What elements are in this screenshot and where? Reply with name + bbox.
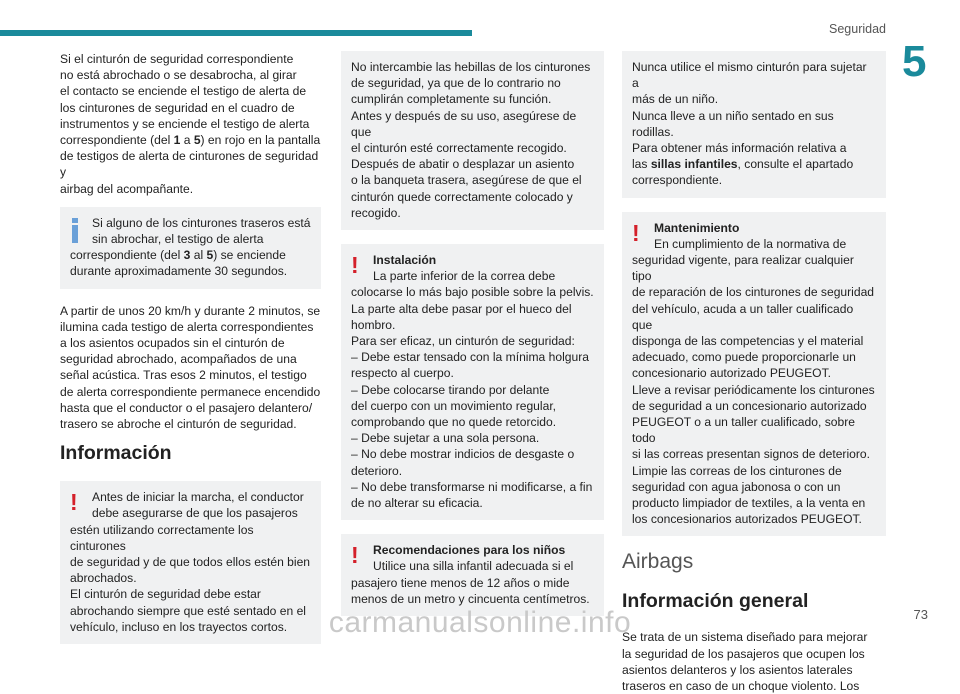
general-info-text: Se trata de un sistema diseñado para mejorar la seguridad de los pasajeros que ocupen los asientos delanteros y los asientos laterales traseros en caso de un choque violento. Los (622, 630, 868, 694)
warning-icon: ! (351, 542, 359, 569)
column-3 (622, 51, 886, 694)
seatbelt-warning-paragraph: Si el cinturón de seguridad correspondiente no está abrochado o se desabrocha, al girar el contacto se enciende el testigo de alerta de los cinturones de seguridad en el cuadro de instrumentos y se enciende el testigo de alerta correspondiente (del 1 a 5) en rojo en la pantalla de testigos de alerta de cinturones de seguridad y airbag del acompañante. (60, 52, 321, 196)
buckle-note-box (341, 51, 604, 230)
column-1 (60, 51, 321, 658)
child-belt-note-text: Nunca utilice el mismo cinturón para sujetar a más de un niño. Nunca lleve a un niño sentado en sus rodillas. Para obtener más información relativa a las sillas infantiles, consulte el apartado correspondiente. (632, 60, 867, 188)
warning-text-start: Antes de iniciar la marcha, el conductor debe asegurarse de que los pasajeros (92, 490, 304, 521)
header-accent-bar (0, 30, 472, 36)
warning-box-children (341, 534, 604, 616)
info-box-text-rest: correspondiente (del 3 al 5) se enciende durante aproximadamente 30 segundos. (70, 248, 288, 279)
chapter-number: 5 (902, 37, 927, 86)
installation-text-start: La parte inferior de la correa debe (373, 269, 556, 284)
warning-box-installation (341, 244, 604, 520)
watermark: carmanualsonline.info (328, 606, 632, 639)
child-seats-link-text: sillas infantiles (650, 157, 738, 172)
warning-box-maintenance (622, 212, 886, 537)
column-2 (341, 51, 604, 630)
info-box-text-start: Si alguno de los cinturones traseros está sin abrochar, el testigo de alerta (92, 215, 311, 247)
children-text-rest: pasajero tiene menos de 12 años o mide menos de un metro y cincuenta centímetros. (351, 575, 590, 606)
info-box-rear-belts (60, 207, 321, 289)
general-info-heading: Información general (622, 590, 809, 613)
section-title: Seguridad (829, 22, 886, 36)
maintenance-text-rest: seguridad vigente, para realizar cualquier tipo de reparación de los cinturones de seguridad del vehículo, acuda a un taller cualificado que disponga de las competencias y el material adecuado, como puede proporcionarle un concesionario autorizado PEUGEOT. Lleve a revisar periódicamente los cinturones de seguridad a un concesionario autorizado PEUGEOT o a un taller cualificado, sobre todo si las correas presentan signos de deterioro. Limpie las correas de los cinturones de seguridad con agua jabonosa o con un producto limpiador de textiles, a la venta en los concesionarios autorizados PEUGEOT. (632, 253, 875, 527)
airbags-heading: Airbags (622, 550, 694, 574)
child-belt-note-box (622, 51, 886, 198)
maintenance-heading: Mantenimiento (654, 220, 740, 235)
installation-text-rest: colocarse lo más bajo posible sobre la pelvis. La parte alta debe pasar por el hueco del hombro. Para ser eficaz, un cinturón de seguridad: – Debe estar tensado con la mínima holgura respecto al cuerpo. – Debe colocarse tirando por delante del cuerpo con un movimiento regular, comprobando que no quede retorcido. – Debe sujetar a una sola persona. – No debe mostrar indicios de desgaste o deterioro. – No debe transformarse ni modificarse, a fin de no alterar su eficacia. (351, 285, 594, 511)
buckle-note-text: No intercambie las hebillas de los cinturones de seguridad, ya que de lo contrario no cumplirán completamente su función. Antes y después de su uso, asegúrese de que el cinturón esté correctamente recogido. Después de abatir o desplazar un asiento o la banqueta trasera, asegúrese de que el cinturón quede correctamente colocado y recogido. (351, 60, 591, 220)
maintenance-text-start: En cumplimiento de la normativa de (654, 236, 847, 251)
children-heading: Recomendaciones para los niños (373, 543, 566, 558)
warning-icon: ! (351, 252, 359, 279)
installation-heading: Instalación (373, 253, 437, 268)
speed-alert-paragraph: A partir de unos 20 km/h y durante 2 minutos, se ilumina cada testigo de alerta correspondientes a los asientos ocupados sin el cinturón de seguridad abrochado, acompañados de una señal acústica. Tras esos 2 minutos, el testigo de alerta correspondiente permanece encendido hasta que el conductor o el pasajero delantero/ trasero se abroche el cinturón de seguridad. (60, 303, 321, 432)
info-icon (72, 218, 80, 244)
warning-icon: ! (632, 219, 640, 246)
warning-text-rest: estén utilizando correctamente los cinturones de seguridad y de que todos ellos estén bien abrochados. El cinturón de seguridad debe estar abrochando siempre que esté sentado en el vehículo, incluso en los trayectos cortos. (70, 522, 311, 634)
children-text-start: Utilice una silla infantil adecuada si el (373, 559, 574, 574)
page-number: 73 (913, 607, 928, 622)
warning-icon: ! (70, 489, 78, 516)
informacion-heading: Información (60, 442, 172, 465)
